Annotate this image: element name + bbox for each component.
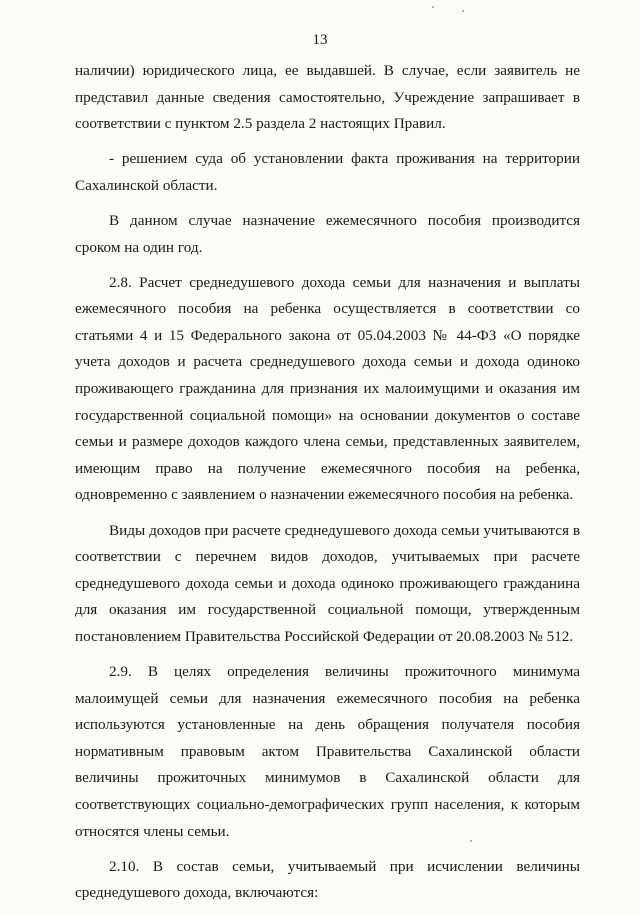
paragraph: наличии) юридического лица, ее выдавшей. В случае, если заявитель не представил данные сведения самостоятельно, Учреждение запрашивает в соответствии с пунктом 2.5 раздела 2 настоящих Правил. (75, 62, 580, 133)
scan-speck (432, 6, 434, 8)
page-number: 13 (312, 32, 328, 48)
paragraph: 2.9. В целях определения величины прожиточного минимума малоимущей семьи для назначения ежемесячного пособия на ребенка используются установленные на день обращения получателя пособия нормативным правовым актом Правительства Сахалинской области величины прожиточных минимумов в Сахалинской области для соответствующих социально-демографических групп населения, к которым относятся члены семьи. (75, 662, 580, 840)
paragraph: В данном случае назначение ежемесячного пособия производится сроком на один год. (75, 211, 580, 256)
scan-speck (462, 10, 464, 12)
paragraph: 2.8. Расчет среднедушевого дохода семьи для назначения и выплаты ежемесячного пособия на ребенка осуществляется в соответствии со статьями 4 и 15 Федерального закона от 05.04.2003 № 44-ФЗ «О порядке учета доходов и расчета среднедушевого дохода семьи и дохода одиноко проживающего гражданина для признания их малоимущими и оказания им государственной социальной помощи» на основании документов о составе семьи и размере доходов каждого члена семьи, представленных заявителем, имеющим право на получение ежемесячного пособия на ребенка, одновременно с заявлением о назначении ежемесячного пособия на ребенка. (75, 273, 580, 504)
document-body (75, 58, 580, 915)
paragraph: - решением суда об установлении факта проживания на территории Сахалинской области. (75, 150, 580, 194)
paragraph: 2.10. В состав семьи, учитываемый при исчислении величины среднедушевого дохода, включаются: (75, 857, 580, 902)
scan-speck (470, 840, 472, 842)
paragraph: Виды доходов при расчете среднедушевого дохода семьи учитываются в соответствии с перечнем видов доходов, учитываемых при расчете среднедушевого дохода семьи и дохода одиноко проживающего гражданина для оказания им государственной социальной помощи, утвержденным постановлением Правительства Российской Федерации от 20.08.2003 № 512. (75, 521, 580, 645)
